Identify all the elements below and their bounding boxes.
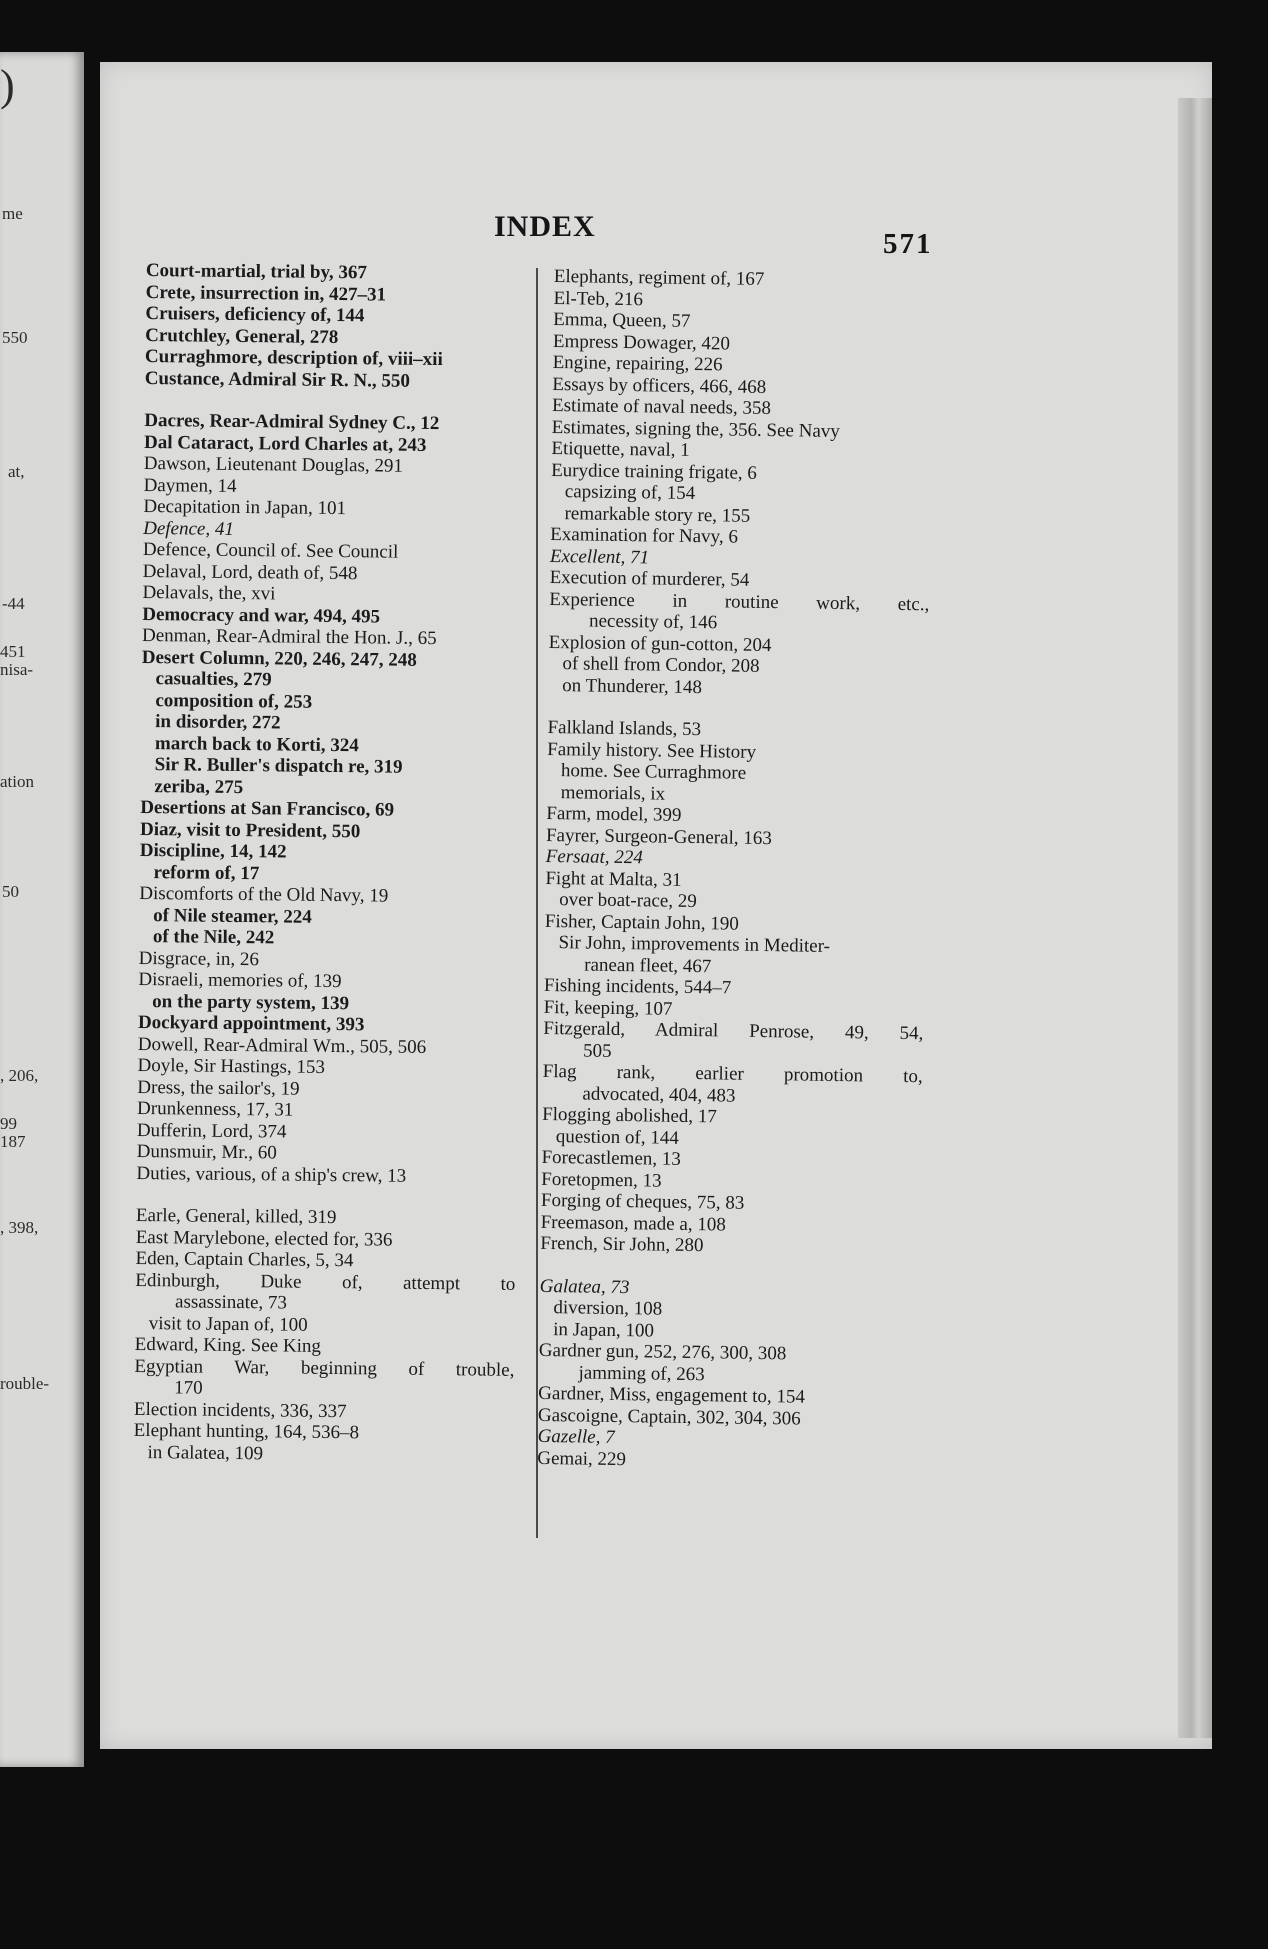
index-entry: Election incidents, 336, 337	[133, 1398, 347, 1422]
index-subentry: question of, 144	[555, 1125, 679, 1149]
index-entry: East Marylebone, elected for, 336	[135, 1226, 393, 1251]
facing-page-fragment: ation	[0, 772, 34, 791]
index-entry: Cruisers, deficiency of, 144	[145, 302, 365, 327]
index-entry: Diaz, visit to President, 550	[139, 818, 361, 842]
index-entry: Disgrace, in, 26	[138, 947, 260, 970]
page-title: INDEX	[494, 210, 596, 243]
index-entry: Elephant hunting, 164, 536–8	[133, 1419, 360, 1444]
index-entry: Flogging abolished, 17	[542, 1103, 717, 1128]
index-entry: Custance, Admiral Sir R. N., 550	[144, 367, 411, 392]
index-entry: Freemason, made a, 108	[540, 1211, 726, 1235]
index-entry: Dress, the sailor's, 19	[137, 1076, 300, 1100]
facing-page-fragment: me	[2, 204, 23, 223]
index-entry: Emma, Queen, 57	[553, 308, 691, 332]
facing-page-fragment: 550	[2, 328, 28, 347]
index-entry: Explosion of gun-cotton, 204	[548, 631, 772, 656]
index-continuation: jamming of, 263	[578, 1361, 705, 1385]
facing-page-fragment: 99	[0, 1114, 17, 1133]
facing-page-bracket: )	[0, 61, 15, 110]
index-entry: Edward, King. See King	[134, 1333, 322, 1357]
index-continuation: necessity of, 146	[588, 610, 718, 634]
index-entry: Elephants, regiment of, 167	[553, 266, 765, 290]
index-entry: Crete, insurrection in, 427–31	[145, 281, 387, 306]
index-entry: Fisher, Captain John, 190	[544, 910, 739, 935]
index-entry: Decapitation in Japan, 101	[143, 495, 347, 520]
facing-page-fragment: 187	[0, 1132, 26, 1151]
index-entry: Earle, General, killed, 319	[135, 1204, 337, 1229]
ship-name: Galatea, 73	[539, 1275, 630, 1298]
index-entry: Eurydice training frigate, 6	[551, 459, 758, 484]
index-entry: Delavals, the, xvi	[142, 581, 276, 605]
index-subentry: casualties, 279	[155, 668, 272, 691]
index-subentry: of Nile steamer, 224	[153, 904, 312, 928]
index-entry: Duties, various, of a ship's crew, 13	[136, 1162, 407, 1187]
index-entry: Curraghmore, description of, viii–xii	[144, 345, 443, 371]
index-entry: Court-martial, trial by, 367	[145, 260, 368, 284]
index-entry: Execution of murderer, 54	[549, 566, 750, 591]
index-entry: Gardner, Miss, engagement to, 154	[538, 1382, 806, 1408]
index-entry: Delaval, Lord, death of, 548	[142, 560, 358, 584]
index-entry: Forging of cheques, 75, 83	[540, 1189, 745, 1214]
index-continuation: ranean fleet, 467	[584, 953, 712, 977]
page-number: 571	[883, 228, 933, 260]
index-subentry: in Japan, 100	[553, 1318, 655, 1341]
index-entry: Egyptian War, beginning of trouble,	[134, 1355, 515, 1381]
index-entry: Fight at Malta, 31	[545, 867, 682, 891]
index-entry: Discomforts of the Old Navy, 19	[139, 882, 389, 907]
index-subentry: on Thunderer, 148	[562, 674, 703, 698]
index-entry: Farm, model, 399	[546, 802, 682, 826]
index-entry: Dockyard appointment, 393	[137, 1011, 365, 1036]
index-entry: Discipline, 14, 142	[139, 839, 287, 863]
index-entry: Gemai, 229	[537, 1447, 627, 1470]
facing-page-fragment: 50	[2, 882, 19, 901]
index-entry: Empress Dowager, 420	[552, 330, 731, 354]
index-entry: French, Sir John, 280	[540, 1232, 704, 1257]
index-entry: Forecastlemen, 13	[541, 1146, 681, 1170]
index-subentry: march back to Korti, 324	[154, 732, 359, 756]
index-entry: Democracy and war, 494, 495	[142, 603, 381, 627]
index-continuation: 170	[174, 1377, 203, 1399]
ship-name: Fersaat, 224	[545, 845, 644, 869]
index-entry: Defence, Council of. See Council	[142, 538, 399, 563]
index-subentry: on the party system, 139	[152, 990, 350, 1014]
index-entry: Dal Cataract, Lord Charles at, 243	[143, 431, 427, 456]
index-entry: Flag rank, earlier promotion to,	[542, 1060, 923, 1088]
index-entry: Desertions at San Francisco, 69	[140, 796, 395, 821]
index-entry: El-Teb, 216	[553, 287, 644, 310]
index-entry: Family history. See History	[547, 738, 757, 763]
index-entry: Experience in routine work, etc.,	[549, 588, 930, 615]
facing-page-edge	[0, 52, 84, 1767]
index-entry: Gascoigne, Captain, 302, 304, 306	[537, 1404, 801, 1430]
index-entry: Essays by officers, 466, 468	[552, 373, 767, 398]
index-entry: Dowell, Rear-Admiral Wm., 505, 506	[137, 1033, 427, 1058]
facing-page-fragment: , 398,	[0, 1218, 39, 1237]
index-entry: Fit, keeping, 107	[543, 996, 673, 1020]
index-entry: Fayrer, Surgeon-General, 163	[545, 824, 772, 849]
index-entry: Denman, Rear-Admiral the Hon. J., 65	[141, 624, 437, 650]
index-subentry: in disorder, 272	[155, 711, 281, 734]
index-entry: Fitzgerald, Admiral Penrose, 49, 54,	[543, 1017, 924, 1045]
index-continuation: assassinate, 73	[174, 1291, 288, 1314]
index-entry: Drunkenness, 17, 31	[137, 1097, 294, 1121]
index-entry: Gardner gun, 252, 276, 300, 308	[538, 1339, 787, 1365]
index-entry: Foretopmen, 13	[541, 1168, 662, 1192]
facing-page-fragment: -44	[2, 594, 25, 613]
index-subentry: in Galatea, 109	[147, 1441, 264, 1464]
index-subentry: remarkable story re, 155	[564, 502, 751, 527]
index-subentry: composition of, 253	[155, 689, 313, 713]
index-continuation: 505	[582, 1039, 612, 1062]
index-subentry: of the Nile, 242	[152, 926, 275, 949]
ship-name: Defence, 41	[143, 517, 235, 540]
index-entry: Crutchley, General, 278	[145, 324, 339, 348]
index-entry: Dacres, Rear-Admiral Sydney C., 12	[144, 409, 440, 435]
index-subentry: home. See Curraghmore	[560, 760, 747, 784]
index-entry: Doyle, Sir Hastings, 153	[137, 1054, 326, 1078]
facing-page-fragment: at,	[8, 462, 25, 481]
facing-page-fragment: rouble-	[0, 1374, 50, 1393]
index-entry: Fishing incidents, 544–7	[543, 974, 732, 999]
ship-name: Excellent, 71	[549, 545, 650, 568]
index-entry: Edinburgh, Duke of, attempt to	[135, 1269, 516, 1295]
index-column-right	[537, 266, 934, 1474]
index-subentry: diversion, 108	[553, 1297, 663, 1320]
page-stack-edge	[1178, 98, 1212, 1738]
index-subentry: Sir John, improvements in Mediter-	[558, 932, 831, 957]
index-entry: Disraeli, memories of, 139	[138, 968, 342, 993]
facing-page-fragment: 451	[0, 642, 26, 661]
index-subentry: reform of, 17	[153, 861, 260, 884]
index-subentry: over boat-race, 29	[559, 889, 697, 913]
facing-page-fragment: nisa-	[0, 660, 34, 679]
index-entry: Estimate of naval needs, 358	[551, 394, 772, 420]
index-entry: Eden, Captain Charles, 5, 34	[135, 1247, 354, 1272]
column-divider	[536, 268, 538, 1538]
index-subentry: Sir R. Buller's dispatch re, 319	[154, 754, 403, 778]
index-entry: Etiquette, naval, 1	[551, 437, 690, 461]
index-entry: Dufferin, Lord, 374	[136, 1119, 287, 1143]
index-entry: Daymen, 14	[143, 474, 237, 497]
index-entry: Estimates, signing the, 356. See Navy	[551, 416, 841, 442]
index-subentry: capsizing of, 154	[564, 481, 696, 504]
index-entry: Desert Column, 220, 246, 247, 248	[141, 646, 417, 671]
index-entry: Dunsmuir, Mr., 60	[136, 1140, 277, 1164]
facing-page-fragment: , 206,	[0, 1066, 39, 1085]
index-entry: Falkland Islands, 53	[547, 716, 702, 741]
index-subentry: visit to Japan of, 100	[148, 1312, 308, 1336]
index-entry: Engine, repairing, 226	[552, 351, 723, 376]
index-subentry: zeriba, 275	[154, 775, 244, 798]
index-entry: Examination for Navy, 6	[550, 523, 739, 548]
index-continuation: advocated, 404, 483	[582, 1082, 736, 1107]
index-entry: Dawson, Lieutenant Douglas, 291	[143, 452, 404, 477]
index-column-left	[133, 260, 526, 1467]
index-subentry: memorials, ix	[560, 781, 666, 805]
index-subentry: of shell from Condor, 208	[562, 653, 760, 677]
ship-name: Gazelle, 7	[537, 1425, 615, 1448]
